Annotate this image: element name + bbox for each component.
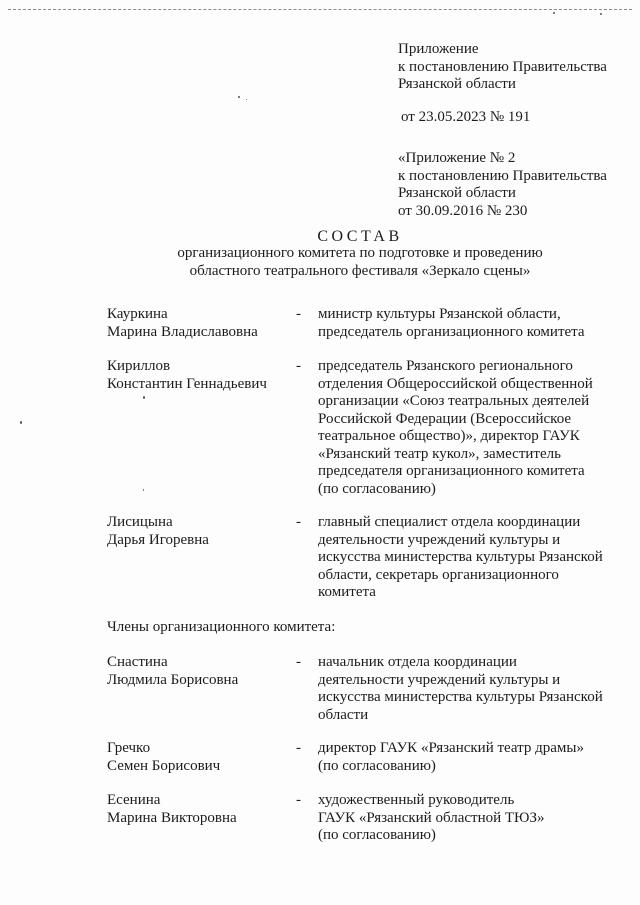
role-line: области [318,706,369,723]
committee-member-name [107,654,238,689]
separator-dash: - [296,654,301,670]
role-line: отделения Общероссийской общественной [318,375,593,392]
committee-member-role [318,740,584,775]
role-line: деятельности учреждений культуры и [318,531,561,548]
committee-member-role [318,306,585,341]
given-names: Марина Владиславовна [107,323,258,340]
given-names: Людмила Борисовна [107,671,239,688]
committee-member-role [318,792,544,845]
members-heading: Члены организационного комитета: [107,619,336,635]
resolution-date: от 23.05.2023 № 191 [401,109,531,125]
role-line: председатель Рязанского регионального [318,358,573,374]
appendix2-line: «Приложение № 2 [398,150,516,166]
scan-speck [246,99,247,100]
given-names: Семен Борисович [107,757,221,774]
surname: Есенина [107,792,161,808]
scan-speck [143,489,144,491]
committee-member-role [318,514,603,602]
appendix2-header [398,150,607,220]
role-line: художественный руководитель [318,792,515,808]
given-names: Дарья Игоревна [107,531,209,548]
role-line: директор ГАУК «Рязанский театр драмы» [318,740,584,756]
committee-member-name [107,514,209,549]
scan-speck [20,421,22,424]
separator-dash: - [296,306,301,322]
document-title: СОСТАВ [317,228,403,245]
role-line: театральное общество)», директор ГАУК [318,428,580,444]
committee-member-name [107,740,220,775]
appendix-line: к постановлению Правительства [398,58,607,75]
role-line: искусства министерства культуры Рязанской [318,549,603,565]
role-line: министр культуры Рязанской области, [318,306,561,322]
role-line: главный специалист отдела координации [318,514,581,530]
committee-member-name [107,792,237,827]
role-line: председателя организационного комитета [318,463,585,479]
role-line: «Рязанский театр кукол», заместитель [318,445,561,462]
role-line: комитета [318,584,376,600]
role-line: начальник отдела координации [318,654,517,670]
role-line: Российской Федерации (Всероссийское [318,410,572,427]
role-line: (по согласованию) [318,480,436,497]
appendix-line: Рязанской области [398,76,516,92]
appendix2-line: Рязанской области [398,185,516,201]
separator-dash: - [296,740,301,756]
role-line: (по согласованию) [318,827,436,843]
appendix2-line: к постановлению Правительства [398,167,607,184]
role-line: председатель организационного комитета [318,323,585,340]
scan-speck [238,96,240,98]
scan-speck [143,396,145,399]
separator-dash: - [296,514,301,530]
role-line: организации «Союз театральных деятелей [318,393,590,409]
subtitle-line: организационного комитета по подготовке и проведению [177,245,543,261]
subtitle-line: областного театрального фестиваля «Зеркало сцены» [189,262,531,279]
appendix-header [398,41,607,94]
surname: Кириллов [107,358,171,374]
appendix-line: Приложение [398,41,479,57]
surname: Гречко [107,740,151,756]
committee-member-role [318,358,593,498]
surname: Снастина [107,654,168,670]
role-line: (по согласованию) [318,757,436,774]
role-line: ГАУК «Рязанский областной ТЮЗ» [318,809,545,826]
role-line: деятельности учреждений культуры и [318,671,561,688]
scan-speck [600,13,602,15]
role-line: искусства министерства культуры Рязанской [318,689,603,705]
appendix2-line: от 30.09.2016 № 230 [398,202,528,219]
separator-dash: - [296,358,301,374]
surname: Лисицына [107,514,173,530]
separator-dash: - [296,792,301,808]
committee-member-name [107,358,267,393]
surname: Кауркина [107,306,168,322]
role-line: области, секретарь организационного [318,566,559,583]
given-names: Марина Викторовна [107,809,237,826]
scan-edge-line [8,9,632,10]
committee-member-role [318,654,603,724]
committee-member-name [107,306,258,341]
document-subtitle [0,245,640,280]
scan-speck [553,12,555,14]
given-names: Константин Геннадьевич [107,375,267,392]
